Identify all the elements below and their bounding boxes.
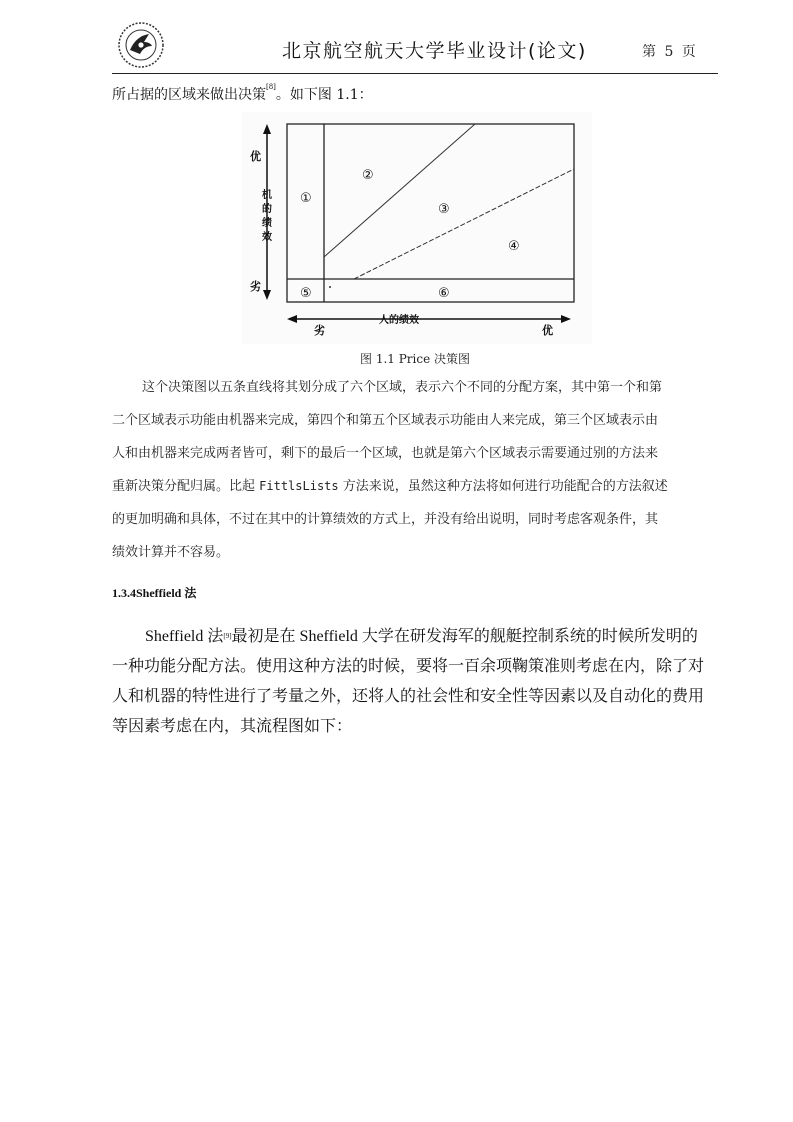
section-heading: 1.3.4Sheffield 法 [112,586,197,600]
region-marker: ④ [508,239,520,254]
citation-ref: [9] [223,632,232,640]
region-marker: ③ [438,202,450,217]
para-line: 等因素考虑在内，其流程图如下： [112,718,353,735]
para-line [112,622,718,652]
paragraph-1 [112,371,718,569]
header-divider [112,73,718,74]
citation-ref: [8] [266,83,276,91]
region-marker: ⑤ [300,286,312,301]
intro-line [112,84,373,104]
para-text: 的更加明确和具体， [112,512,230,527]
region-marker: ① [300,191,312,206]
para-line: 一种功能分配方法。使用这种方法的时候，要将一百余项鞠策准则考虑在内，除了对 [112,658,705,675]
y-label-char: 效 [262,232,272,243]
x-right-label: 优 [542,324,553,337]
header-title: 北京航空航天大学毕业设计(论文) [282,40,587,62]
university-logo [116,20,166,70]
y-top-label: 优 [250,150,261,163]
intro-text: 所占据的区域来做出决策 [112,87,266,103]
intro-after: 。如下图 1.1： [275,87,373,103]
paragraph-2 [112,622,718,742]
y-bottom-label: 劣 [250,280,261,293]
para-line: 二个区域表示功能由机器来完成，第四个和第五个区域表示功能由人来完成，第三个区域表示由 [112,413,659,428]
para-text: 不过在其中的计算绩效的方式上，并没有给出说明，同时考虑客观条件，其 [229,512,659,527]
price-decision-figure [242,112,592,344]
code-term: FittlsLists [259,479,339,493]
region-marker: ⑥ [438,286,450,301]
figure-caption: 图 1.1 Price 决策图 [360,352,470,366]
y-label-char: 机 [262,190,272,201]
para-line: 这个决策图以五条直线将其划分成了六个区域，表示六个不同的分配方案，其中第一个和第 [142,380,663,395]
para-text: 最初是在 Sheffield 大学在研发海军的舰艇控制系统的时候所发明的 [231,628,698,645]
x-left-label: 劣 [314,324,325,337]
para-text: 重新决策分配归属。比起 [112,479,260,494]
para-line: 人和机器的特性进行了考量之外，还将人的社会性和安全性等因素以及自动化的费用 [112,688,705,705]
para-line [112,470,718,503]
y-label-char: 的 [262,204,272,215]
para-line [112,503,718,536]
para-line: 人和由机器来完成两者皆可，剩下的最后一个区域，也就是第六个区域表示需要通过别的方法来 [112,446,659,461]
region-marker: ② [362,168,374,183]
x-title: 人的绩效 [379,315,419,326]
y-label-char: 绩 [262,218,272,229]
para-text: Sheffield 法 [145,628,224,645]
page-number: 第 5 页 [642,44,698,60]
para-line: 绩效计算并不容易。 [112,545,230,560]
para-text: 方法来说，虽然这种方法将如何进行功能配合的方法叙述 [338,479,668,494]
